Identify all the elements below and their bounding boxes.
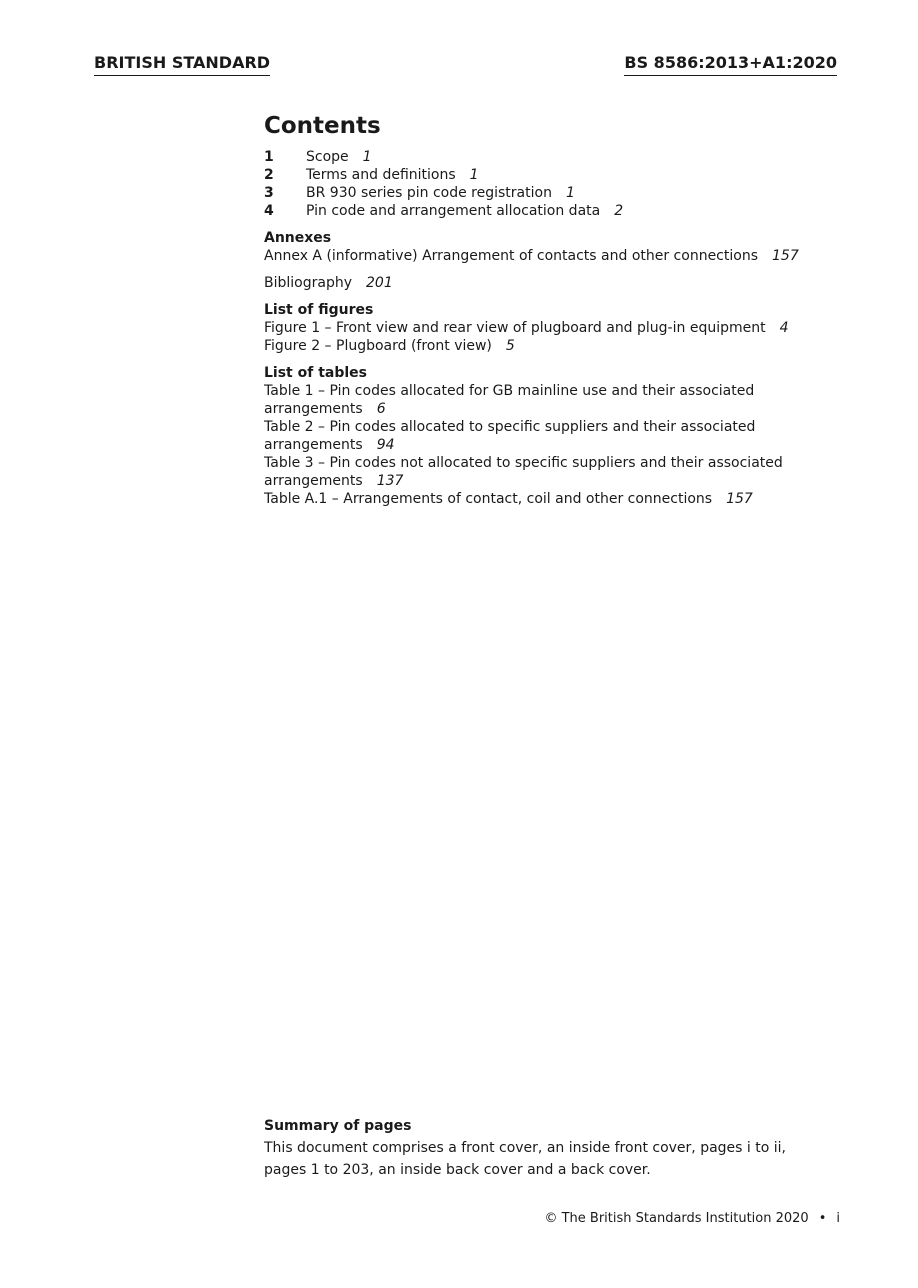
clause-number: 1 — [264, 149, 274, 165]
header-standard-label: BRITISH STANDARD — [94, 53, 270, 76]
table-page: 137 — [376, 473, 404, 489]
annex-title: Annex A (informative) Arrangement of contacts and other connections — [264, 248, 758, 264]
table-title-line1: Table 2 – Pin codes allocated to specific suppliers and their associated — [264, 419, 756, 435]
toc-annex-a[interactable] — [264, 247, 824, 265]
table-page: 6 — [376, 401, 386, 417]
bibliography-title: Bibliography — [264, 275, 352, 291]
clause-page: 2 — [614, 203, 624, 219]
page-footer — [544, 1210, 840, 1228]
clause-page: 1 — [469, 167, 479, 183]
bibliography-page: 201 — [366, 275, 393, 291]
toc-clause-1[interactable] — [264, 148, 824, 166]
table-page: 157 — [726, 491, 753, 507]
figure-page: 4 — [779, 320, 789, 336]
toc-table-3[interactable] — [264, 454, 824, 490]
figure-title: Figure 2 – Plugboard (front view) — [264, 338, 492, 354]
toc-figure-1[interactable] — [264, 319, 824, 337]
clause-page: 1 — [362, 149, 372, 165]
tables-heading: List of tables — [264, 365, 367, 381]
toc-table-2[interactable] — [264, 418, 824, 454]
clause-title: Terms and definitions — [306, 167, 456, 183]
toc-bibliography[interactable] — [264, 274, 824, 292]
table-title-line2: arrangements — [264, 401, 363, 417]
toc-clause-4[interactable] — [264, 202, 824, 220]
annex-page: 157 — [772, 248, 799, 264]
table-title-line1: Table 1 – Pin codes allocated for GB mainline use and their associated — [264, 383, 755, 399]
table-title-line1: Table 3 – Pin codes not allocated to specific suppliers and their associated — [264, 455, 783, 471]
toc-clause-2[interactable] — [264, 166, 824, 184]
toc-table-a1[interactable] — [264, 490, 824, 508]
figure-title: Figure 1 – Front view and rear view of plugboard and plug-in equipment — [264, 320, 766, 336]
table-title: Table A.1 – Arrangements of contact, coil and other connections — [264, 491, 713, 507]
contents-title: Contents — [264, 113, 381, 139]
contents-section — [264, 112, 824, 508]
clause-title: BR 930 series pin code registration — [306, 185, 552, 201]
copyright-notice: © The British Standards Institution 2020 — [544, 1211, 809, 1226]
toc-clause-3[interactable] — [264, 184, 824, 202]
clause-number: 3 — [264, 185, 274, 201]
summary-of-pages — [264, 1115, 824, 1181]
clause-title: Pin code and arrangement allocation data — [306, 203, 601, 219]
figure-page: 5 — [505, 338, 515, 354]
summary-text-line1: This document comprises a front cover, an inside front cover, pages i to ii, — [264, 1140, 786, 1156]
table-title-line2: arrangements — [264, 473, 363, 489]
toc-figure-2[interactable] — [264, 337, 824, 355]
summary-title: Summary of pages — [264, 1118, 412, 1134]
summary-text-line2: pages 1 to 203, an inside back cover and a back cover. — [264, 1162, 651, 1178]
header-standard-number: BS 8586:2013+A1:2020 — [624, 53, 837, 76]
bullet-separator: • — [818, 1211, 827, 1226]
annexes-heading: Annexes — [264, 230, 332, 246]
clause-number: 2 — [264, 167, 274, 183]
clause-number: 4 — [264, 203, 274, 219]
figures-heading: List of figures — [264, 302, 374, 318]
page-number: i — [836, 1211, 840, 1226]
clause-title: Scope — [306, 149, 349, 165]
table-title-line2: arrangements — [264, 437, 363, 453]
clause-page: 1 — [565, 185, 575, 201]
table-page: 94 — [376, 437, 395, 453]
toc-table-1[interactable] — [264, 382, 824, 418]
